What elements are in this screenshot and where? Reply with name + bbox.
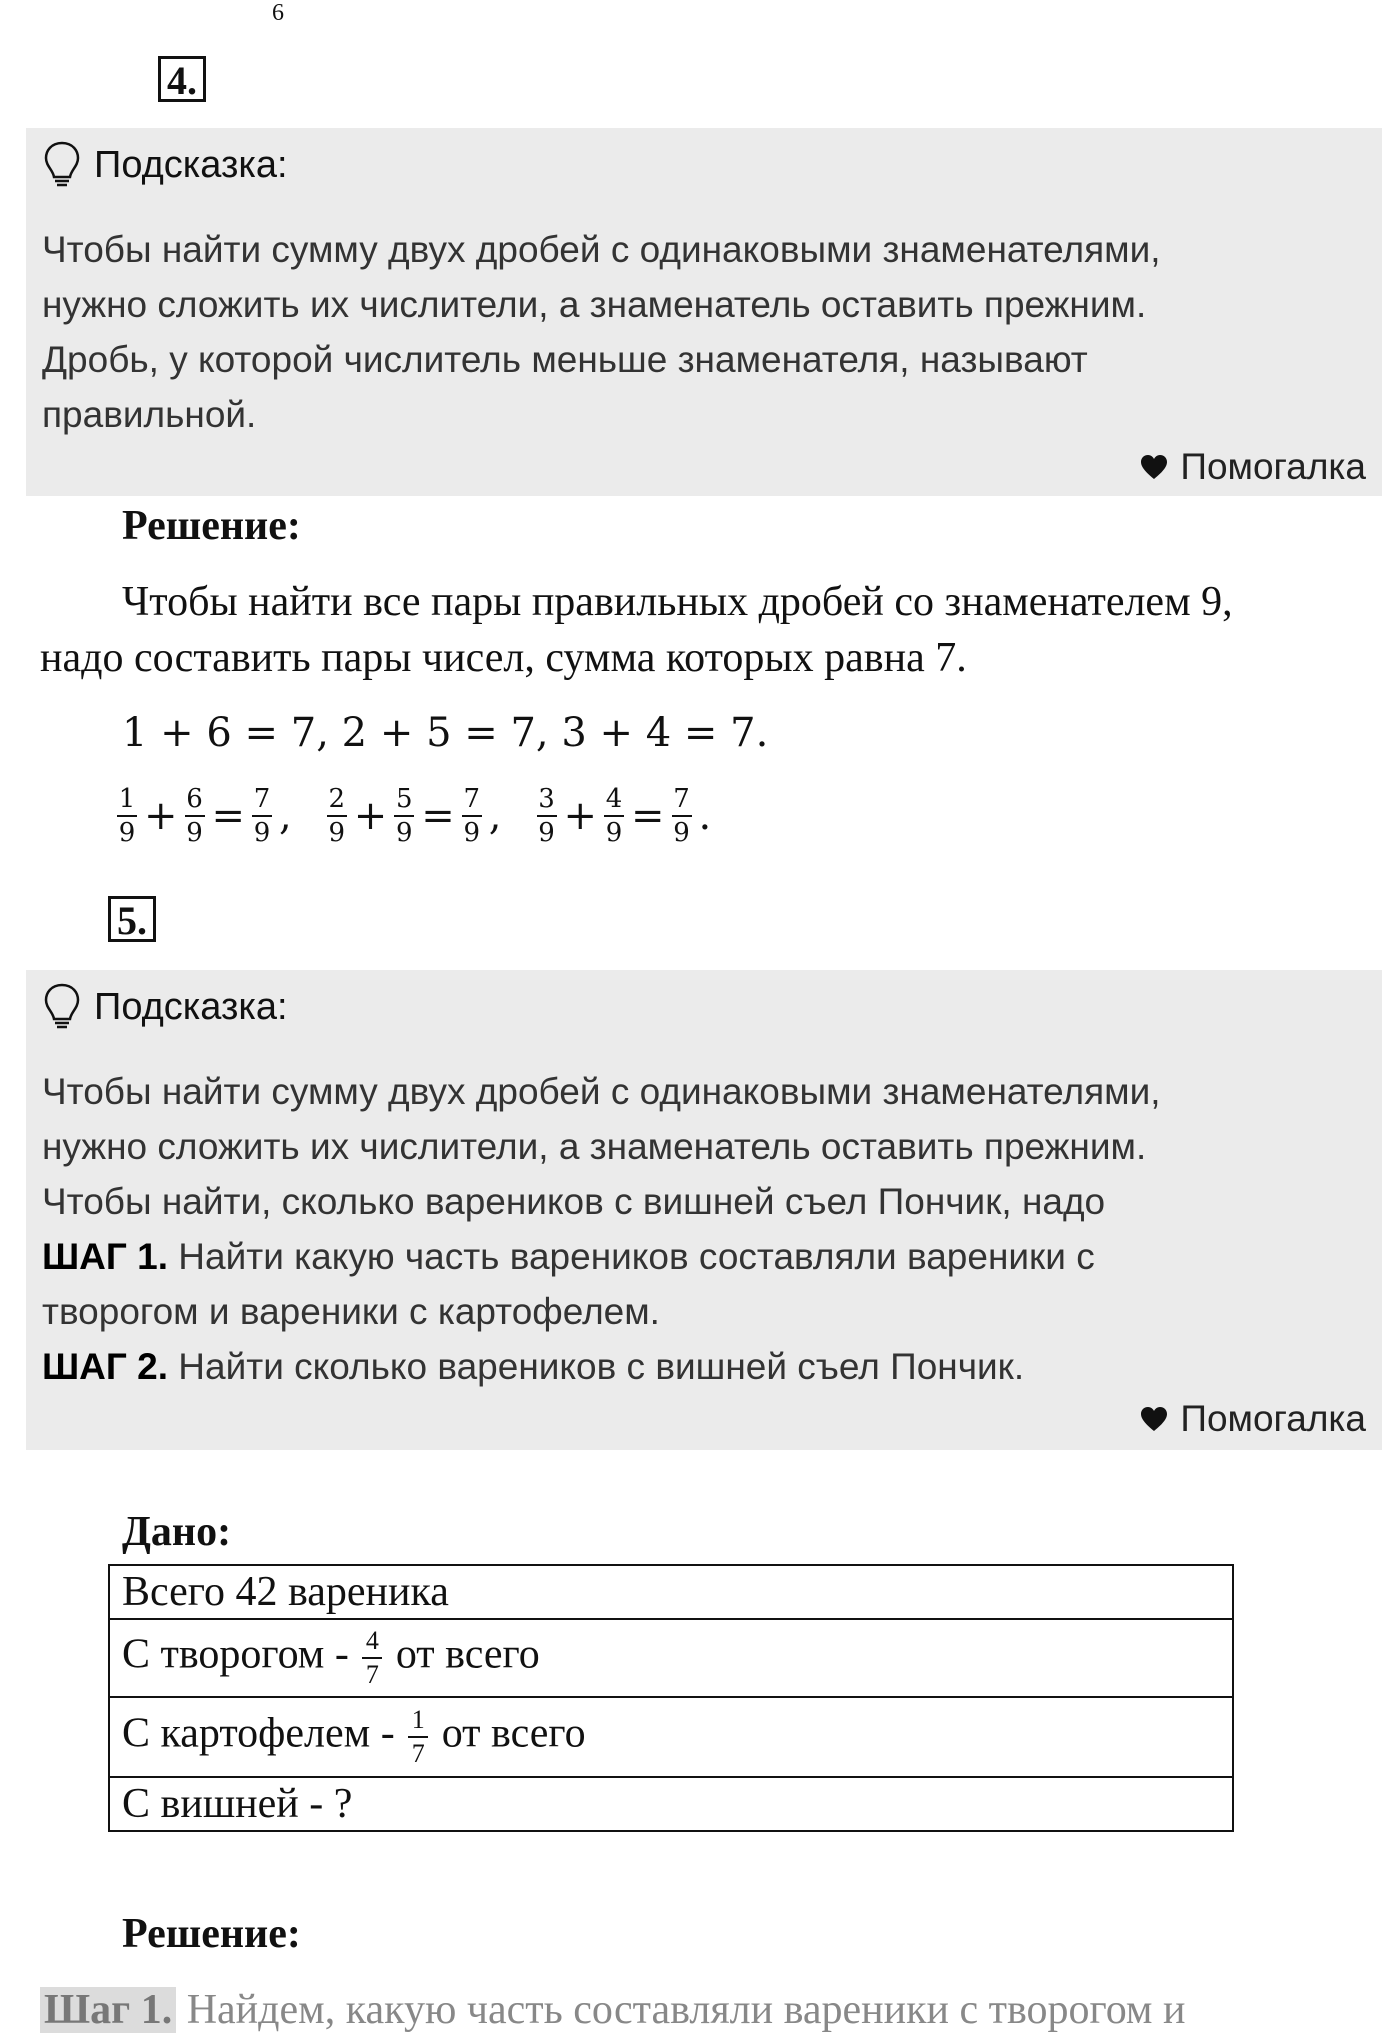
helper-label: Помогалка: [1180, 1398, 1366, 1439]
fraction: [327, 786, 347, 846]
given-cherry: С вишней - ?: [109, 1777, 1233, 1831]
solution-line: надо составить пары чисел, сумма которых равна 7.: [40, 635, 967, 681]
fraction-denominator: 7: [362, 1657, 382, 1688]
given-total: Всего 42 вареника: [109, 1565, 1233, 1619]
fraction-equations: [114, 786, 743, 846]
task-number-4: 4.: [158, 56, 206, 102]
fraction: [117, 786, 137, 846]
hint-header: [42, 982, 288, 1032]
helper-label: Помогалка: [1180, 446, 1366, 487]
sum-equation: 1 + 6 = 7, 2 + 5 = 7, 3 + 4 = 7.: [122, 710, 769, 756]
fraction-denominator: 9: [327, 815, 347, 846]
task-number-5: 5.: [108, 896, 156, 942]
fraction-numerator: 6: [186, 784, 203, 814]
fraction-numerator: 4: [365, 1626, 379, 1655]
fraction-numerator: 3: [538, 784, 555, 814]
fraction-numerator: 2: [328, 784, 346, 814]
heart-icon: [1140, 1406, 1168, 1432]
step-text: Найдем, какую часть составляли вареники с творогом и: [176, 1987, 1186, 2033]
equals-sign: =: [211, 793, 246, 839]
step1-text: Найти какую часть вареников составляли вареники с: [168, 1236, 1095, 1277]
step2-text: Найти сколько вареников с вишней съел Пончик.: [168, 1346, 1025, 1387]
given-heading: Дано:: [122, 1509, 232, 1555]
equals-sign: =: [631, 793, 665, 839]
fraction-denominator: 9: [185, 815, 205, 846]
hint-box-task5: [26, 970, 1382, 1450]
fraction-numerator: 4: [605, 784, 623, 814]
plus-sign: +: [144, 793, 178, 839]
heart-icon: [1140, 454, 1168, 480]
separator: ,: [279, 793, 292, 839]
hint-line-step2: [42, 1339, 1161, 1394]
hint-text: [42, 222, 1161, 442]
fraction-denominator: 9: [537, 815, 557, 846]
hint-line: нужно сложить их числители, а знаменатель оставить прежним.: [42, 284, 1147, 325]
step-label: Шаг 1.: [40, 1987, 176, 2033]
table-row: [109, 1619, 1233, 1697]
fraction-denominator: 9: [394, 815, 414, 846]
hint-text: [42, 1064, 1161, 1394]
fraction: [252, 786, 272, 846]
hint-line-step1: [42, 1229, 1161, 1284]
step1-label: ШАГ 1.: [42, 1236, 169, 1277]
given-table: [108, 1564, 1234, 1832]
solution-heading-task5: Решение:: [122, 1911, 301, 1957]
lightbulb-icon: [42, 140, 82, 190]
solution-step1-line: [40, 1986, 1185, 2034]
potato-fraction: [408, 1707, 428, 1767]
fraction: [672, 786, 692, 846]
plus-sign: +: [353, 793, 388, 839]
cottage-suffix: от всего: [385, 1631, 540, 1678]
hint-line: Чтобы найти, сколько вареников с вишней съел Пончик, надо: [42, 1181, 1106, 1222]
hint-line: правильной.: [42, 394, 257, 435]
hint-header: [42, 140, 288, 190]
equals-sign: =: [421, 793, 455, 839]
table-row: [109, 1697, 1233, 1777]
helper-link[interactable]: [1140, 446, 1366, 488]
separator: ,: [488, 793, 502, 839]
given-cottage: [109, 1619, 1233, 1697]
separator: .: [698, 793, 712, 839]
helper-link[interactable]: [1140, 1398, 1366, 1440]
fraction-denominator: 9: [462, 815, 482, 846]
solution-heading-task4: Решение:: [122, 503, 301, 549]
fraction-numerator: 7: [673, 784, 690, 814]
hint-line: нужно сложить их числители, а знаменатель оставить прежним.: [42, 1126, 1147, 1167]
fraction: [394, 786, 414, 846]
hint-box-task4: [26, 128, 1382, 496]
fraction-numerator: 7: [463, 784, 481, 814]
fraction-equation: [534, 786, 716, 846]
solution-text-task4: [40, 574, 1370, 686]
hint-line: Чтобы найти сумму двух дробей с одинаковыми знаменателями,: [42, 229, 1161, 270]
fraction-numerator: 5: [395, 784, 413, 814]
fraction: [185, 786, 205, 846]
potato-suffix: от всего: [431, 1710, 586, 1757]
step2-label: ШАГ 2.: [42, 1346, 169, 1387]
fraction-numerator: 1: [411, 1705, 425, 1734]
fraction-denominator: 9: [604, 815, 624, 846]
fraction-numerator: 7: [253, 784, 271, 814]
fraction-denominator: 9: [117, 815, 137, 846]
cottage-prefix: С творогом -: [122, 1631, 360, 1678]
hint-line: Дробь, у которой числитель меньше знаменателя, называют: [42, 339, 1088, 380]
fraction: [537, 786, 557, 846]
table-row: [109, 1777, 1233, 1831]
page-number: 6: [272, 0, 284, 26]
fraction-numerator: 1: [118, 784, 136, 814]
hint-line: Чтобы найти сумму двух дробей с одинаковыми знаменателями,: [42, 1071, 1161, 1112]
solution-line: Чтобы найти все пары правильных дробей со знаменателем 9,: [122, 579, 1233, 625]
hint-title: Подсказка:: [94, 143, 288, 186]
fraction-denominator: 9: [252, 815, 272, 846]
potato-prefix: С картофелем -: [122, 1710, 406, 1757]
hint-line: творогом и вареники с картофелем.: [42, 1291, 660, 1332]
lightbulb-icon: [42, 982, 82, 1032]
table-row: [109, 1565, 1233, 1619]
plus-sign: +: [563, 793, 598, 839]
fraction: [462, 786, 482, 846]
fraction: [604, 786, 624, 846]
fraction-equation: [114, 786, 296, 846]
fraction-denominator: 9: [672, 815, 692, 846]
cottage-fraction: [362, 1628, 382, 1688]
hint-title: Подсказка:: [94, 985, 288, 1028]
fraction-equation: [324, 786, 506, 846]
given-potato: [109, 1697, 1233, 1777]
fraction-denominator: 7: [408, 1736, 428, 1767]
